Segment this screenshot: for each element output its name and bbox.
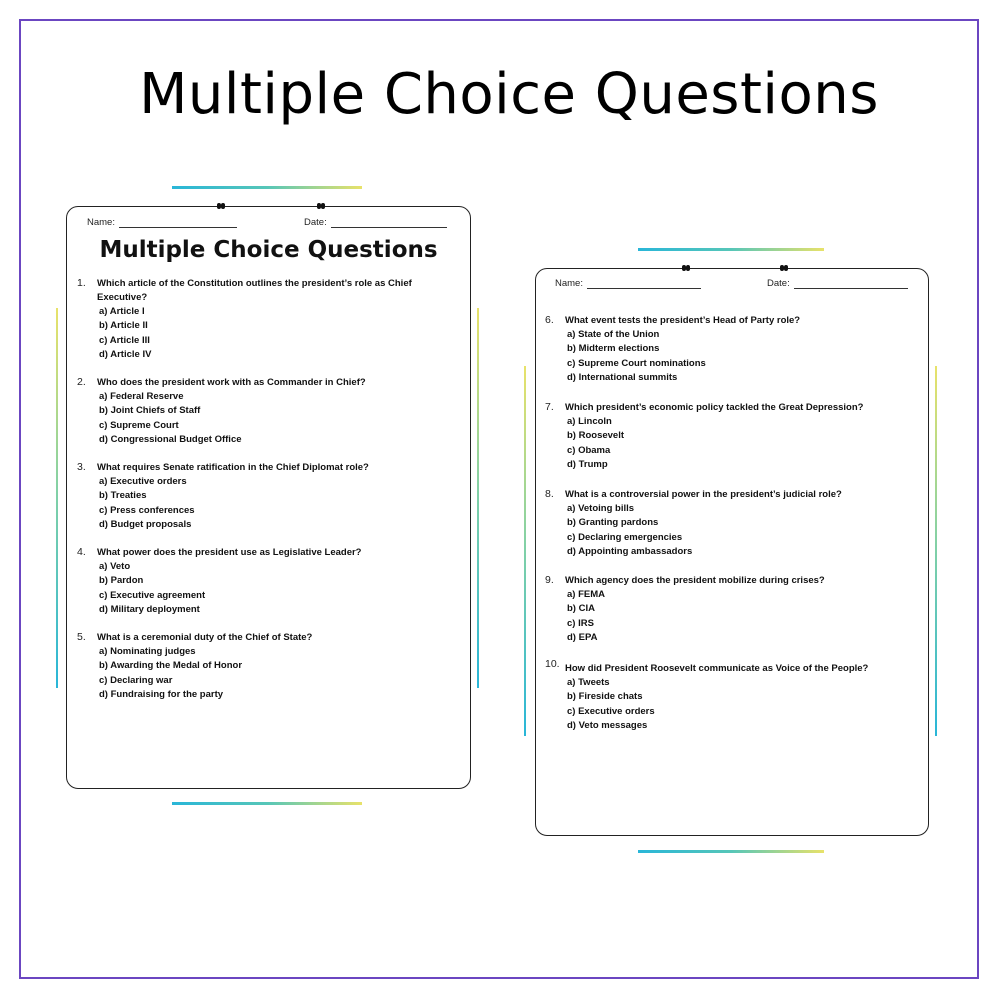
answer-option: c) Press conferences <box>99 504 195 516</box>
accent-line-top-left <box>172 186 362 189</box>
answer-option: d) EPA <box>567 631 598 643</box>
answer-option: b) Treaties <box>99 490 147 502</box>
date-line <box>794 288 908 289</box>
question-text: How did President Roosevelt communicate as Voice of the People? a) Tweets b) Fireside chats c) Executive orders d) Veto messages <box>565 662 868 733</box>
question-number: 4. <box>77 546 86 558</box>
answer-option: a) Executive orders <box>99 476 187 487</box>
binder-clip-icon <box>217 203 225 209</box>
answer-option: d) Budget proposals <box>99 518 192 530</box>
worksheet-page-2 <box>535 268 929 836</box>
question-text: What is a ceremonial duty of the Chief of State? a) Nominating judges b) Awarding the Medal of Honor c) Declaring war d) Fundraising for the party <box>97 631 312 702</box>
question-number: 8. <box>545 488 554 500</box>
answer-option: a) Lincoln <box>567 416 612 427</box>
worksheet-page-1 <box>66 206 471 789</box>
answer-option: a) Federal Reserve <box>99 391 184 402</box>
answer-option: b) Fireside chats <box>567 691 643 703</box>
date-field <box>304 217 447 228</box>
answer-option: d) Article IV <box>99 348 152 360</box>
name-line <box>119 227 237 228</box>
binder-clip-icon <box>682 265 690 271</box>
name-field <box>87 217 237 228</box>
question-number: 1. <box>77 277 86 289</box>
answer-option: a) State of the Union <box>567 329 660 340</box>
answer-option: b) Awarding the Medal of Honor <box>99 660 243 672</box>
question-number: 9. <box>545 574 554 586</box>
question-text: Which agency does the president mobilize during crises? a) FEMA b) CIA c) IRS d) EPA <box>565 574 825 645</box>
date-field <box>767 278 908 289</box>
answer-option: a) Article I <box>99 306 145 317</box>
answer-option: d) Military deployment <box>99 603 200 615</box>
binder-clip-icon <box>317 203 325 209</box>
answer-option: d) Trump <box>567 458 608 470</box>
page-title: Multiple Choice Questions <box>139 62 879 127</box>
question-text: Which article of the Constitution outlines the president’s role as Chief Executive? a) Article I b) Article II c) Article III d) Article IV <box>97 277 412 362</box>
question-text: What event tests the president’s Head of Party role? a) State of the Union b) Midterm elections c) Supreme Court nominations d) International summits <box>565 314 800 385</box>
question-number: 10. <box>545 658 560 670</box>
answer-option: b) CIA <box>567 603 595 615</box>
answer-option: b) Joint Chiefs of Staff <box>99 405 201 417</box>
answer-option: d) Congressional Budget Office <box>99 433 242 445</box>
answer-option: d) Fundraising for the party <box>99 688 224 700</box>
answer-option: a) FEMA <box>567 589 605 600</box>
answer-option: b) Granting pardons <box>567 517 659 529</box>
answer-option: b) Roosevelt <box>567 430 625 442</box>
answer-option: b) Pardon <box>99 575 144 587</box>
answer-option: a) Tweets <box>567 677 610 688</box>
question-number: 3. <box>77 461 86 473</box>
question-number: 2. <box>77 376 86 388</box>
question-text: Who does the president work with as Commander in Chief? a) Federal Reserve b) Joint Chiefs of Staff c) Supreme Court d) Congressional Budget Office <box>97 376 366 447</box>
accent-line-top-right <box>638 248 824 251</box>
accent-line-right-outer <box>524 366 526 736</box>
name-field <box>555 278 701 289</box>
answer-option: d) Appointing ambassadors <box>567 545 693 557</box>
answer-option: c) IRS <box>567 617 594 629</box>
answer-option: c) Supreme Court nominations <box>567 357 706 369</box>
binder-clip-icon <box>780 265 788 271</box>
question-text: What power does the president use as Legislative Leader? a) Veto b) Pardon c) Executive agreement d) Military deployment <box>97 546 362 617</box>
question-text: What requires Senate ratification in the Chief Diplomat role? a) Executive orders b) Treaties c) Press conferences d) Budget proposals <box>97 461 369 532</box>
accent-line-bottom-right <box>638 850 824 853</box>
answer-option: b) Article II <box>99 320 148 332</box>
worksheet-title: Multiple Choice Questions <box>99 237 438 263</box>
answer-option: a) Vetoing bills <box>567 503 635 514</box>
answer-option: c) Executive orders <box>567 705 655 717</box>
question-text: What is a controversial power in the president’s judicial role? a) Vetoing bills b) Granting pardons c) Declaring emergencies d) Appointing ambassadors <box>565 488 842 559</box>
answer-option: c) Declaring war <box>99 674 173 686</box>
answer-option: d) International summits <box>567 371 678 383</box>
accent-line-right-inner <box>935 366 937 736</box>
question-number: 6. <box>545 314 554 326</box>
question-text: Which president’s economic policy tackled the Great Depression? a) Lincoln b) Roosevelt c) Obama d) Trump <box>565 401 863 472</box>
answer-option: a) Veto <box>99 561 131 572</box>
answer-option: c) Executive agreement <box>99 589 206 601</box>
answer-option: d) Veto messages <box>567 719 648 731</box>
answer-option: b) Midterm elections <box>567 343 660 355</box>
accent-line-bottom-left <box>172 802 362 805</box>
date-line <box>331 227 447 228</box>
answer-option: c) Obama <box>567 444 611 456</box>
date-label: Date: <box>767 278 790 289</box>
answer-option: c) Article III <box>99 334 150 346</box>
question-number: 7. <box>545 401 554 413</box>
accent-line-left-outer <box>56 308 58 688</box>
date-label: Date: <box>304 217 327 228</box>
answer-option: a) Nominating judges <box>99 646 196 657</box>
answer-option: c) Supreme Court <box>99 419 179 431</box>
name-label: Name: <box>555 278 583 289</box>
question-number: 5. <box>77 631 86 643</box>
name-label: Name: <box>87 217 115 228</box>
answer-option: c) Declaring emergencies <box>567 531 683 543</box>
accent-line-left-inner <box>477 308 479 688</box>
name-line <box>587 288 701 289</box>
